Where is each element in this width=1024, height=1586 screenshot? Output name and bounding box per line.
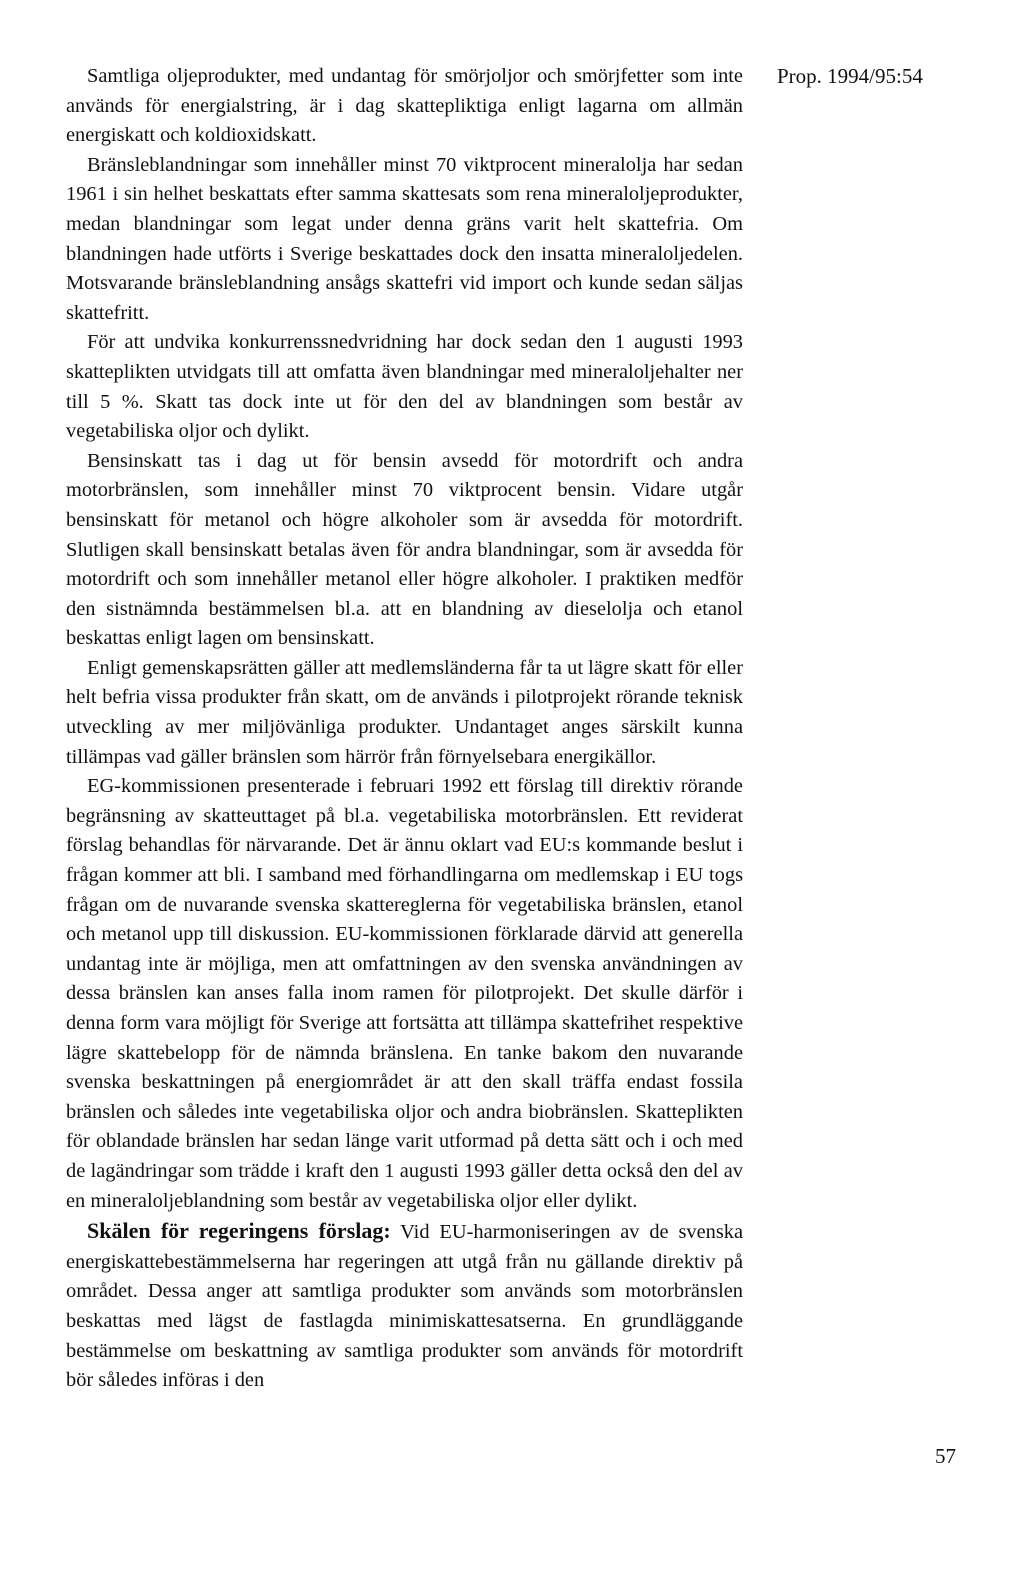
reasons-text: Vid EU-harmoniseringen av de svenska energiskattebestämmelserna har regeringen att utgå från nu gällande direktiv på området. Dessa anger att samtliga produkter som används som motorbränslen beskattas med lägst de fastlagda minimiskattesatserna. En grundläggande bestämmelse om beskattning av samtliga produkter som används för motordrift bör således införas i den	[66, 1221, 744, 1392]
body-text	[66, 62, 743, 1396]
proposition-reference: Prop. 1994/95:54	[777, 64, 923, 88]
paragraph-fuel-blends: Bränsleblandningar som innehåller minst 70 viktprocent mineralolja har sedan 1961 i sin helhet beskattats efter samma skattesats som rena mineraloljeprodukter, medan blandningar som legat under denna gräns varit helt skattefria. Om blandningen hade utförts i Sverige beskattades dock den insatta mineraloljedelen. Motsvarande bränsleblandning ansågs skattefri vid import och kunde sedan säljas skattefritt.	[66, 153, 743, 324]
page-number: 57	[935, 1444, 956, 1468]
paragraph-community-law: Enligt gemenskapsrätten gäller att medlemsländerna får ta ut lägre skatt för eller helt befria vissa produkter från skatt, om de används i pilotprojekt rörande teknisk utveckling av mer miljövänliga produkter. Undantaget anges särskilt kunna tillämpas vad gäller bränslen som härrör från förnyelsebara energikällor.	[66, 656, 743, 768]
paragraph-oil-products: Samtliga oljeprodukter, med undantag för smörjoljor och smörjfetter som inte används för energialstring, är i dag skattepliktiga enligt lagarna om allmän energiskatt och koldioxidskatt.	[66, 65, 743, 147]
paragraph-government-reasons	[66, 1216, 743, 1396]
reasons-heading: Skälen för regeringens förslag:	[87, 1218, 391, 1244]
paragraph-competition-distortion: För att undvika konkurrenssnedvridning har dock sedan den 1 augusti 1993 skatteplikten utvidgats till att omfatta även blandningar med mineraloljehalter ner till 5 %. Skatt tas dock inte ut för den del av blandningen som består av vegetabiliska oljor och dylikt.	[66, 331, 743, 443]
paragraph-ec-commission: EG-kommissionen presenterade i februari 1992 ett förslag till direktiv rörande begränsning av skatteuttaget på bl.a. vegetabiliska motorbränslen. Ett reviderat förslag behandlas för närvarande. Det är ännu oklart vad EU:s kommande beslut i frågan kommer att bli. I samband med förhandlingarna om medlemskap i EU togs frågan om de nuvarande svenska skattereglerna för vegetabiliska bränslen, etanol och metanol upp till diskussion. EU-kommissionen förklarade därvid att generella undantag inte är möjliga, men att omfattningen av den svenska användningen av dessa bränslen kan anses falla inom ramen för pilotprojekt. Det skulle därför i denna form vara möjligt för Sverige att fortsätta att tillämpa skattefrihet respektive lägre skattebelopp för de nämnda bränslena. En tanke bakom den nuvarande svenska beskattningen på energiområdet är att den skall träffa endast fossila bränslen och således inte vegetabiliska oljor och andra biobränslen. Skatteplikten för oblandade bränslen har sedan länge varit utformad på detta sätt och i och med de lagändringar som trädde i kraft den 1 augusti 1993 gäller detta också den del av en mineraloljeblandning som består av vegetabiliska oljor eller dylikt.	[66, 775, 743, 1212]
paragraph-petrol-tax: Bensinskatt tas i dag ut för bensin avsedd för motordrift och andra motorbränslen, som innehåller minst 70 viktprocent bensin. Vidare utgår bensinskatt för metanol och högre alkoholer som är avsedda för motordrift. Slutligen skall bensinskatt betalas även för andra blandningar, som är avsedda för motordrift och som innehåller metanol eller högre alkoholer. I praktiken medför den sistnämnda bestämmelsen bl.a. att en blandning av dieselolja och etanol beskattas enligt lagen om bensinskatt.	[66, 449, 743, 650]
